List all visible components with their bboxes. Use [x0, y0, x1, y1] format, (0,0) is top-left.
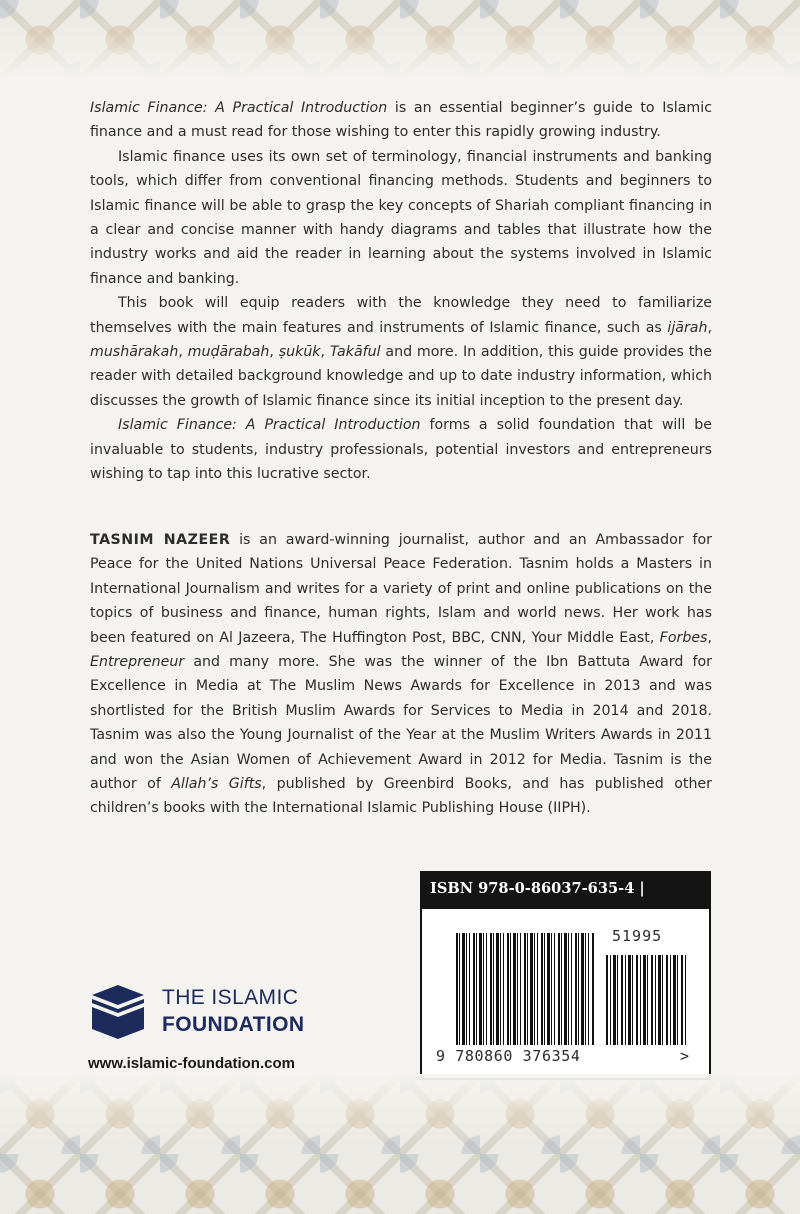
isbn-label: ISBN 978-0-86037-635-4 |: [420, 871, 711, 907]
bio-text: is an award-winning journalist, author and an Ambassador for Peace for the United Nations Universal Peace Federation. Tasnim holds a Masters in International Journalism and writes for a variety of print and online publications on the topics of business and finance, human rights, Islam and world news. Her work has been featured on Al Jazeera, The Huffington Post, BBC, CNN, Your Middle East,: [90, 532, 713, 646]
publication-entrepreneur: Entrepreneur: [90, 654, 185, 671]
decorative-pattern-bottom: [0, 1074, 800, 1214]
barcode-digits: 9 780860 376354: [436, 1047, 581, 1065]
bio-text: , published by Greenbird Books, and has published other children’s books with the International Islamic Publishing House (IIPH).: [90, 776, 712, 817]
term-ijarah: ijārah: [667, 319, 708, 336]
description-paragraph-3: [90, 291, 712, 413]
author-bio: [90, 528, 712, 821]
description-paragraph-2: Islamic finance uses its own set of terminology, financial instruments and banking tools, which differ from conventional financing methods. Students and beginners to Islamic finance will be able to grasp the key concepts of Shariah compliant financing in a clear and concise manner with handy diagrams and tables that illustrate how the industry works and aid the reader in learning about the systems involved in Islamic finance and banking.: [90, 148, 712, 287]
description-text: is an essential beginner’s guide to Islamic finance and a must read for those wishing to enter this rapidly growing industry.: [90, 100, 712, 141]
author-book-title: Allah’s Gifts: [171, 776, 262, 793]
description-text: This book will equip readers with the knowledge they need to familiarize themselves with the main features and instruments of Islamic finance, such as: [90, 295, 712, 336]
isbn-barcode: [420, 907, 711, 1080]
decorative-pattern-top: [0, 0, 800, 78]
book-description: [90, 96, 712, 487]
description-text: and more. In addition, this guide provides the reader with detailed background knowledge and up to date industry information, which discusses the growth of Islamic finance since its initial inception to the present day.: [90, 344, 712, 409]
term-takaful: Takāful: [329, 344, 381, 361]
separator: ,: [707, 319, 712, 336]
publisher-website: www.islamic-foundation.com: [88, 1055, 295, 1072]
barcode-bars-main: [456, 933, 594, 1045]
separator: ,: [178, 344, 188, 361]
description-paragraph-1: [90, 96, 712, 145]
term-mudarabah: muḍārabah: [187, 344, 270, 361]
publication-forbes: Forbes: [659, 629, 708, 646]
publisher-name-line1: THE ISLAMIC: [162, 986, 299, 1009]
author-name: TASNIM NAZEER: [90, 532, 231, 548]
separator: ,: [320, 344, 330, 361]
separator: ,: [269, 344, 279, 361]
bio-text: and many more. She was the winner of the Ibn Battuta Award for Excellence in Media at The Muslim News Awards for Excellence in 2013 and was shortlisted for the British Muslim Awards for Services to Media in 2014 and 2018. Tasnim was also the Young Journalist of the Year at the Muslim Writers Awards in 2011 and won the Asian Women of Achievement Award in 2012 for Media. Tasnim is the author of: [90, 654, 712, 793]
description-text: forms a solid foundation that will be invaluable to students, industry professionals, potential investors and entrepreneurs wishing to tap into this lucrative sector.: [90, 417, 712, 483]
publisher-name-line2: FOUNDATION: [162, 1013, 305, 1036]
barcode-quiet-zone-marker: >: [680, 1047, 690, 1065]
kaaba-book-icon: [88, 983, 148, 1041]
book-title: Islamic Finance: A Practical Introduction: [90, 100, 388, 116]
term-musharakah: mushārakah: [90, 344, 179, 361]
separator: ,: [707, 629, 712, 646]
description-paragraph-4: [90, 413, 712, 486]
barcode-addon-digits: 51995: [612, 927, 663, 945]
term-sukuk: ṣukūk: [278, 344, 321, 361]
book-title: Islamic Finance: A Practical Introduction: [118, 417, 421, 434]
barcode-bars-addon: [606, 955, 686, 1045]
